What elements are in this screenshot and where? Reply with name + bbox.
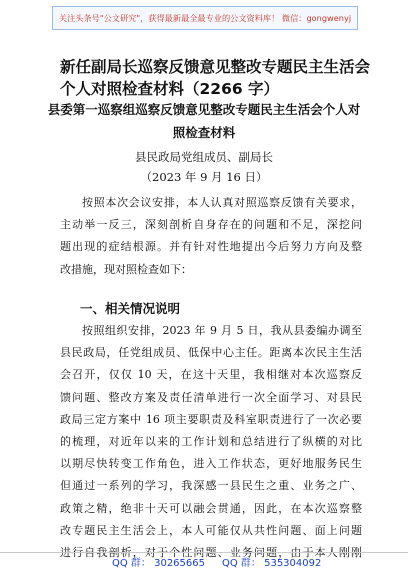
intro-line-1: 按照本次会议安排，本人认真对照巡察反馈有关要求，	[82, 196, 362, 209]
intro-line-3: 题出现的症结根源。并有针对性地提出今后努力方向及整	[60, 240, 362, 254]
footer-qq-group-1: QQ 群： 30265665	[112, 558, 205, 569]
section-1-line-7: 以期尽快转变工作角色，进入工作状态，更好地服务民生	[60, 457, 362, 471]
section-1-line-9: 政策之精，绝非十天可以融会贯通，因此，在本次巡察整	[60, 501, 362, 515]
document-title-line-2: 个人对照检查材料（2266 字）	[60, 80, 280, 98]
intro-line-4: 改措施，现对照检查如下：	[60, 262, 192, 276]
section-1-line-3: 会召开，仅仅 10 天，在这十天里，我相继对本次巡察反	[60, 368, 362, 382]
document-subtitle-line-1: 县委第一巡察组巡察反馈意见整改专题民主生活会个人对	[47, 102, 361, 117]
section-1-paragraph	[60, 320, 362, 564]
page-footer	[0, 552, 408, 571]
section-1-line-8: 但通过一系列的学习，我深感一县民生之重、业务之广、	[60, 479, 362, 493]
intro-paragraph	[60, 192, 362, 281]
section-1-line-5: 政局三定方案中 16 项主要职责及科室职责进行了一次必要	[60, 412, 362, 426]
section-1-line-6: 的梳理，对近年以来的工作计划和总结进行了纵横的对比	[60, 434, 362, 448]
section-1-line-10: 改专题民主生活会上，本人可能仅从共性问题、面上问题	[60, 523, 362, 537]
section-1-line-11: 进行自我剖析，对于个性问题、业务问题，由于本人刚刚	[60, 545, 362, 559]
footer-qq-group-2: QQ 群： 535304092	[222, 558, 322, 569]
author-line: 县民政局党组成员、副局长	[135, 150, 273, 164]
document-subtitle-line-2: 照检查材料	[172, 125, 236, 140]
top-promo-banner: 关注头条号"公文研究"，获得最新最全最专业的公文资料库！ 微信：gongwenyj	[52, 6, 358, 30]
intro-line-2: 主动举一反三，深刻剖析自身存在的问题和不足，深挖问	[60, 218, 362, 232]
date-line: （2023 年 9 月 16 日）	[140, 170, 268, 184]
section-1-line-2: 县民政局，任党组成员、低保中心主任。距离本次民主生活	[60, 346, 362, 360]
section-1-line-1: 按照组织安排，2023 年 9 月 5 日，我从县委编办调至	[82, 324, 362, 337]
document-title-line-1: 新任副局长巡察反馈意见整改专题民主生活会	[60, 58, 371, 76]
section-1-line-4: 馈问题、整改方案及责任清单进行一次全面学习、对县民	[60, 390, 362, 404]
section-1-heading: 一、相关情况说明	[80, 301, 181, 316]
